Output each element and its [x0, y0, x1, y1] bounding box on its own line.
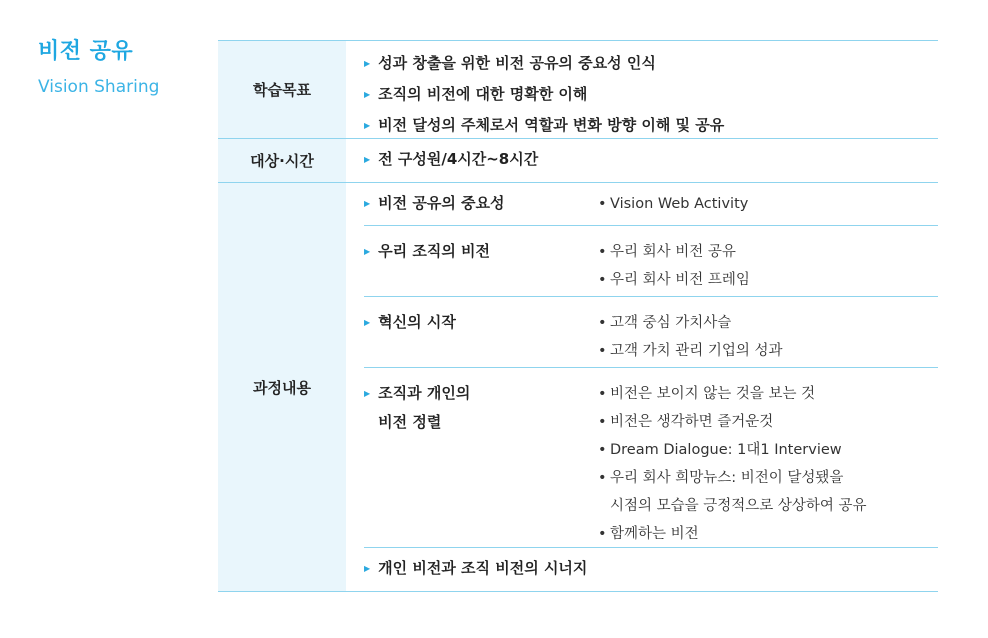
- triangle-bullet-icon: ▶: [364, 155, 371, 164]
- module-title: [364, 183, 598, 225]
- module-title-line: 비전 정렬: [378, 413, 442, 431]
- module-details: [598, 226, 938, 296]
- modules-list: [346, 183, 938, 591]
- list-item: ▶ 조직의 비전에 대한 명확한 이해: [364, 80, 938, 111]
- detail-item: • 함께하는 비전: [598, 520, 938, 548]
- title-block: [38, 38, 159, 98]
- row-label: 과정내용: [218, 183, 346, 591]
- page-subtitle: Vision Sharing: [38, 77, 160, 97]
- bullet-dot-icon: •: [598, 442, 607, 458]
- detail-item: • Vision Web Activity: [598, 190, 748, 218]
- detail-item: • 고객 가치 관리 기업의 성과: [598, 337, 938, 365]
- bullet-dot-icon: •: [598, 244, 607, 260]
- page-title: 비전 공유: [38, 39, 134, 64]
- list-item: ▶ 전 구성원/4시간~8시간: [364, 145, 538, 176]
- module-title-line: ▶ 비전 공유의 중요성: [364, 190, 505, 219]
- detail-item: • 우리 회사 희망뉴스: 비전이 달성됐을: [598, 464, 938, 492]
- row-label: 학습목표: [218, 41, 346, 138]
- module-title: [364, 297, 598, 367]
- bullet-dot-icon: •: [598, 272, 607, 288]
- module-details: [598, 368, 938, 547]
- list-item: ▶ 성과 창출을 위한 비전 공유의 중요성 인식: [364, 49, 938, 80]
- audience-cell: [346, 139, 938, 182]
- detail-item: • Dream Dialogue: 1대1 Interview: [598, 436, 938, 464]
- module-title-line: ▶ 혁신의 시작: [364, 309, 598, 338]
- triangle-bullet-icon: ▶: [364, 389, 371, 398]
- module-row: [364, 183, 938, 226]
- objectives-list: [346, 41, 938, 138]
- row-audience: [218, 139, 938, 183]
- bullet-dot-icon: •: [598, 386, 607, 402]
- detail-item: • 비전은 보이지 않는 것을 보는 것: [598, 380, 938, 408]
- module-details: [598, 297, 938, 367]
- module-row: [364, 548, 938, 591]
- module-title-line: ▶ 조직과 개인의: [364, 380, 598, 409]
- bullet-dot-icon: •: [598, 414, 607, 430]
- triangle-bullet-icon: ▶: [364, 198, 371, 208]
- detail-item: • 비전은 생각하면 즐거운것: [598, 408, 938, 436]
- row-objectives: [218, 40, 938, 139]
- list-item: ▶ 비전 달성의 주체로서 역할과 변화 방향 이해 및 공유: [364, 111, 938, 142]
- bullet-dot-icon: •: [598, 526, 607, 542]
- bullet-dot-icon: •: [598, 315, 607, 331]
- module-title: [364, 226, 598, 296]
- triangle-bullet-icon: ▶: [364, 121, 371, 130]
- detail-item: • 우리 회사 비전 공유: [598, 238, 938, 266]
- bullet-dot-icon: •: [598, 470, 607, 486]
- module-title: [364, 368, 598, 547]
- module-title: [364, 548, 938, 591]
- triangle-bullet-icon: ▶: [364, 59, 371, 68]
- triangle-bullet-icon: ▶: [364, 564, 371, 573]
- module-row: [364, 226, 938, 297]
- module-row: [364, 297, 938, 368]
- module-title-line: ▶ 개인 비전과 조직 비전의 시너지: [364, 555, 587, 584]
- detail-item: • 고객 중심 가치사슬: [598, 309, 938, 337]
- module-title-line: ▶ 우리 조직의 비전: [364, 238, 598, 267]
- triangle-bullet-icon: ▶: [364, 90, 371, 99]
- triangle-bullet-icon: ▶: [364, 318, 371, 327]
- row-label: 대상·시간: [218, 139, 346, 182]
- module-row: [364, 368, 938, 548]
- module-details: [598, 183, 938, 225]
- bullet-dot-icon: •: [598, 196, 607, 212]
- triangle-bullet-icon: ▶: [364, 247, 371, 256]
- detail-item: • 우리 회사 비전 프레임: [598, 266, 938, 294]
- detail-item: 시점의 모습을 긍정적으로 상상하여 공유: [610, 498, 867, 514]
- row-content: [218, 183, 938, 592]
- course-table: [218, 40, 938, 592]
- bullet-dot-icon: •: [598, 343, 607, 359]
